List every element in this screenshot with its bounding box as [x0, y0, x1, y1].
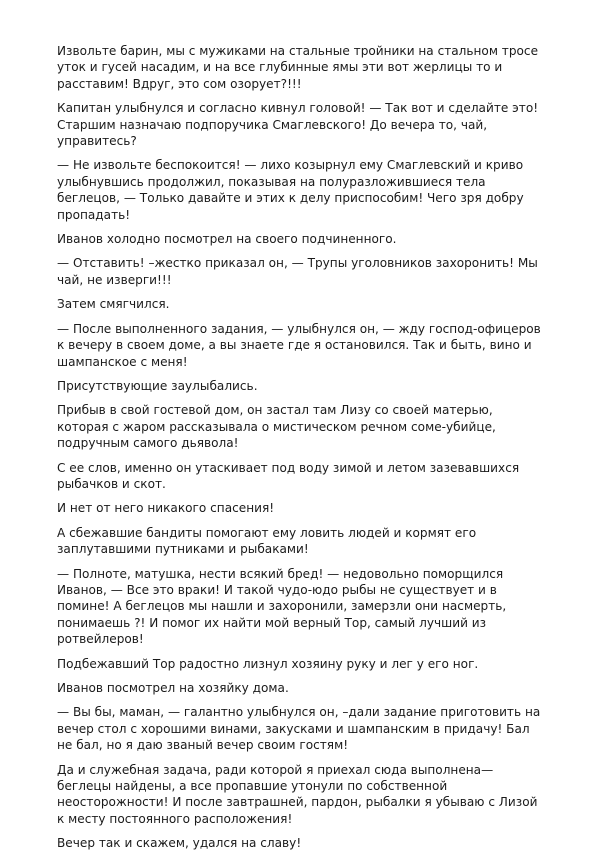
paragraph: С ее слов, именно он утаскивает под воду зимой и летом зазевавшихся рыбачков и скот.: [57, 460, 520, 491]
paragraph: — После выполненного задания, — улыбнулся он, — жду господ-офицеров к вечеру в своем доме, а вы знаете где я остановился. Так и быть, вино и шампанское с меня!: [57, 321, 541, 369]
paragraph: Иванов посмотрел на хозяйку дома.: [57, 681, 289, 695]
paragraph: Да и служебная задача, ради которой я приехал сюда выполнена— беглецы найдены, а все пропавшие утонули по собственной неосторожности! И после завтрашней, пардон, рыбалки я убываю с Лизой к месту постоянного расположения!: [57, 762, 538, 826]
paragraph: Затем смягчился.: [57, 297, 170, 312]
paragraph: Вечер так и скажем, удался на славу!: [57, 836, 302, 851]
paragraph: Иванов холодно посмотрел на своего подчиненного.: [57, 232, 397, 247]
paragraph: — Отставить! –жестко приказал он, — Трупы уголовников захоронить! Мы чай, не изверги!!!: [57, 256, 538, 287]
paragraph: И нет от него никакого спасения!: [57, 501, 275, 516]
paragraph: А сбежавшие бандиты помогают ему ловить людей и кормят его заплутавшими путниками и рыбаками!: [57, 525, 477, 557]
paragraph: — Полноте, матушка, нести всякий бред! — недовольно поморщился Иванов, — Все это враки! И такой чудо-юдо рыбы не существует и в помине! А беглецов мы нашли и захоронили, замерзли они насмерть, понимаешь ?! И помог их найти мой верный Тор, самый лучший из ротвейлеров!: [57, 566, 507, 647]
paragraph: Капитан улыбнулся и согласно кивнул головой! — Так вот и сделайте это! Старшим назначаю подпоручика Смаглевского! До вечера то, чай, управитесь?: [57, 101, 539, 149]
paragraph: Извольте барин, мы с мужиками на стальные тройники на стальном тросе уток и гусей насадим, и на все глубинные ямы эти вот жерлицы то и расставим! Вдруг, это сом озорует?!!!: [57, 44, 539, 91]
document-body: [57, 43, 547, 860]
paragraph: — Не извольте беспокоится! — лихо козырнул ему Смаглевский и криво улыбнувшись продолжил, показывая на полуразложившиеся тела беглецов, — Только давайте и этих к делу приспособим! Чего зря добру пропадать!: [57, 158, 524, 222]
paragraph: Подбежавший Тор радостно лизнул хозяину руку и лег у его ног.: [57, 656, 479, 671]
paragraph: Присутствующие заулыбались.: [57, 378, 258, 393]
paragraph: Прибыв в свой гостевой дом, он застал там Лизу со своей матерью, которая с жаром рассказывала о мистическом речном соме-убийце, подручным самого дьявола!: [57, 403, 496, 451]
paragraph: — Вы бы, маман, — галантно улыбнулся он, –дали задание приготовить на вечер стол с хорошими винами, закусками и шампанским в придачу! Бал не бал, но я даю званый вечер своим гостям!: [57, 705, 541, 753]
